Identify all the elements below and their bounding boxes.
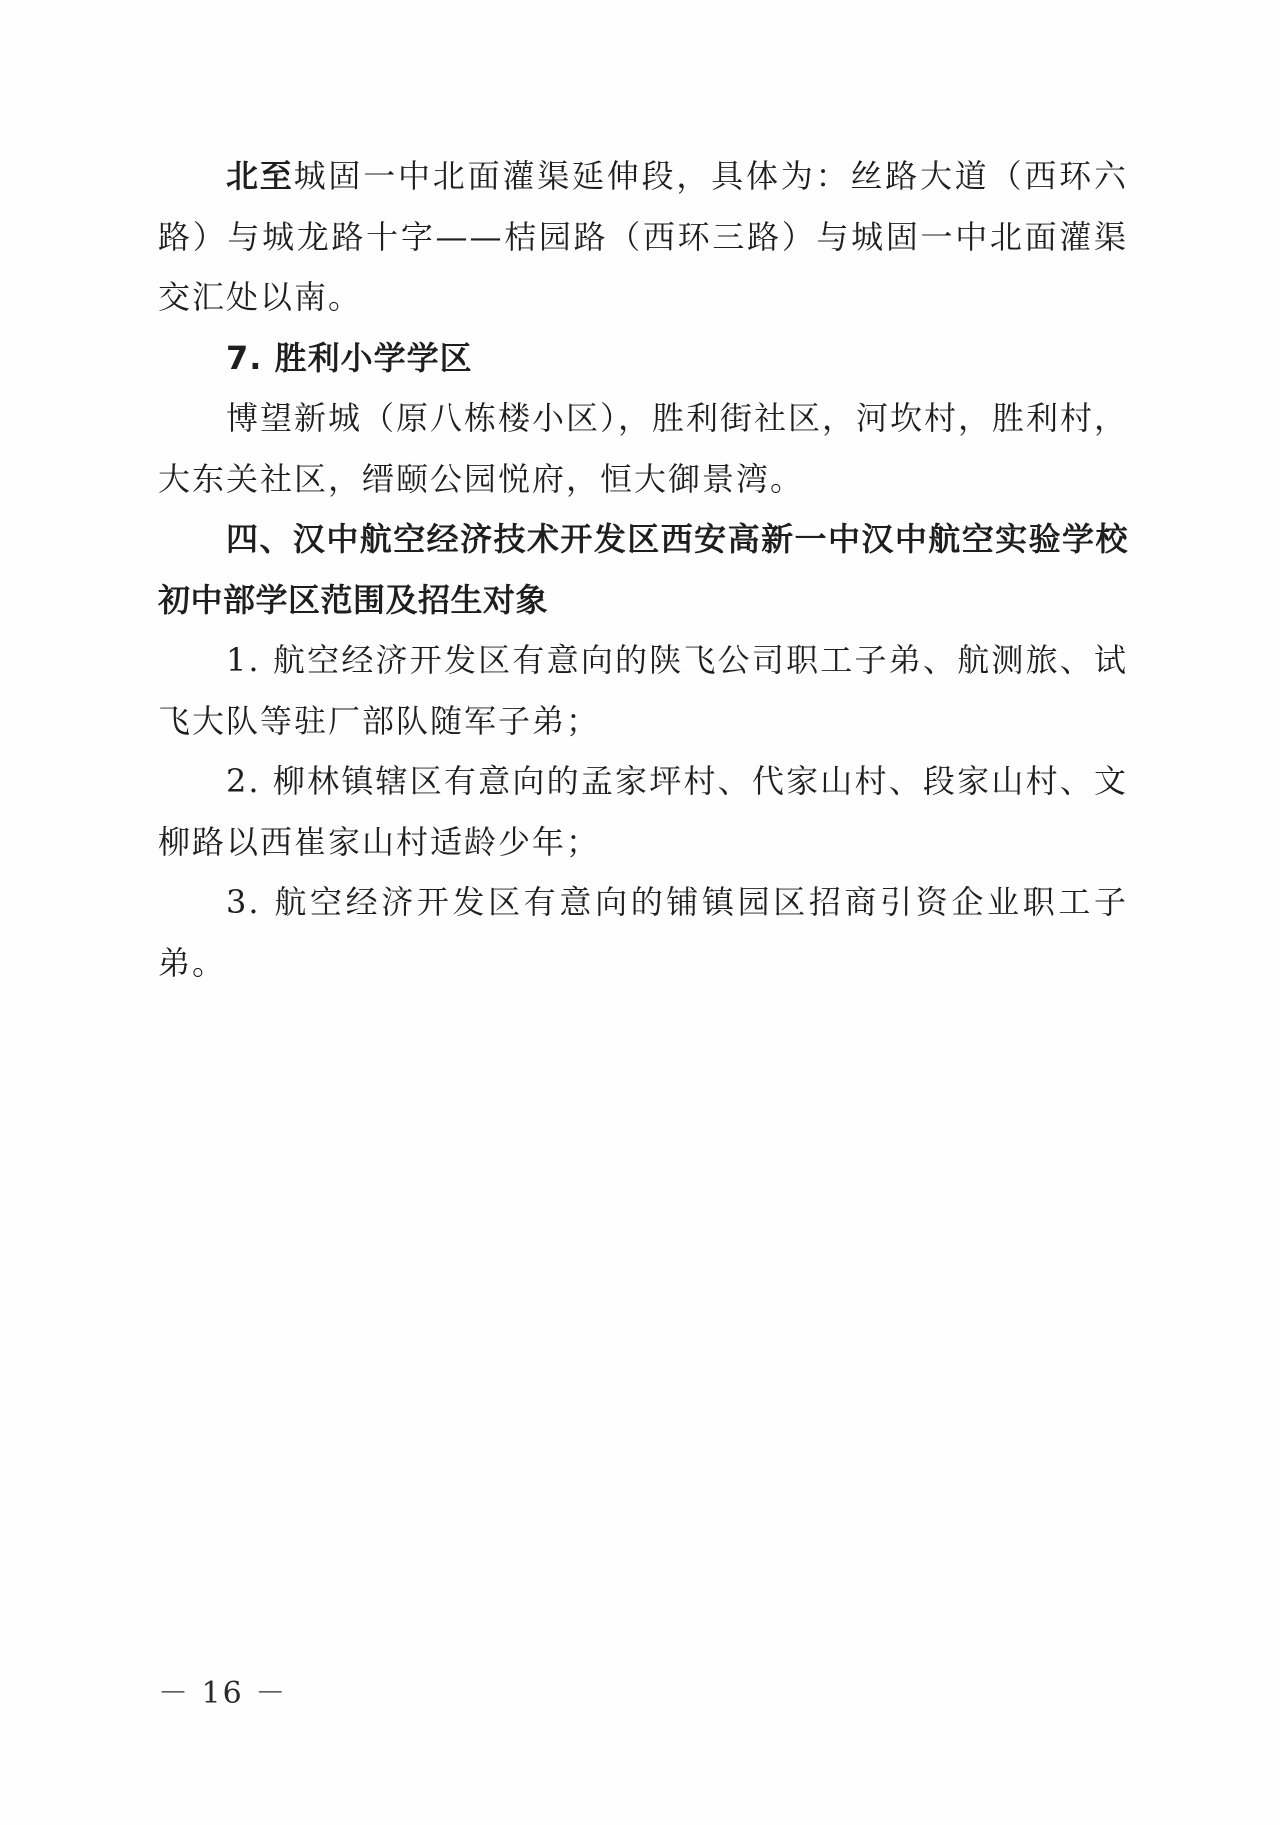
paragraph-boundary-north [158, 146, 1128, 328]
section-title-aviation-school: 四、汉中航空经济技术开发区西安高新一中汉中航空实验学校初中部学区范围及招生对象 [158, 520, 1128, 619]
subheading-shengli-school-district: 7. 胜利小学学区 [226, 338, 473, 377]
paragraph-shengli-district-range: 博望新城（原八栋楼小区），胜利街社区，河坎村，胜利村，大东关社区，缙颐公园悦府，恒大御景湾。 [158, 399, 1129, 498]
list-item-2: 2. 柳林镇辖区有意向的孟家坪村、代家山村、段家山村、文柳路以西崔家山村适龄少年； [158, 762, 1128, 861]
paragraph-lead: 北至 [226, 157, 294, 195]
document-body [158, 146, 1128, 993]
list-item-1: 1. 航空经济开发区有意向的陕飞公司职工子弟、航测旅、试飞大队等驻厂部队随军子弟； [158, 641, 1128, 740]
page-number: － 16 － [158, 1676, 288, 1711]
paragraph-text: 城固一中北面灌渠延伸段，具体为：丝路大道（西环六路）与城龙路十字——桔园路（西环三路）与城固一中北面灌渠交汇处以南。 [158, 157, 1128, 316]
list-item-3: 3. 航空经济开发区有意向的铺镇园区招商引资企业职工子弟。 [158, 883, 1128, 982]
